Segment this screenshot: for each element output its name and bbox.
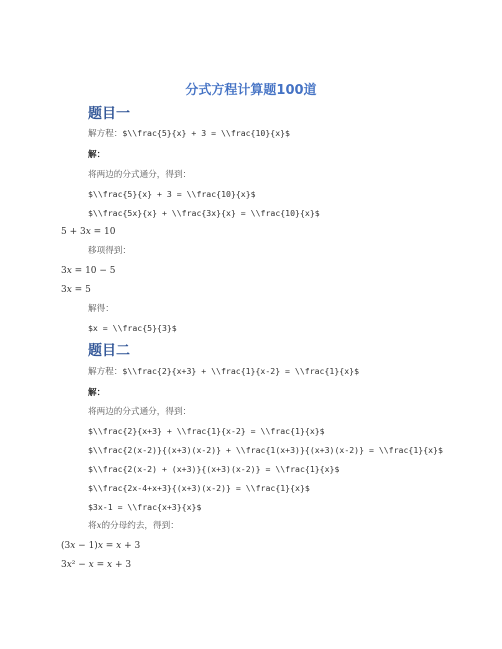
problem1-eq3: 5 + 3𝑥 = 10 [61,227,116,237]
problem2-step1: 将两边的分式通分，得到： [88,407,192,417]
problem1-eq5: 3𝑥 = 5 [61,285,91,295]
problem2-step2: 将𝑥的分母约去，得到： [88,521,179,531]
problem1-step3: 解得： [88,304,114,314]
problem1-heading: 题目一 [88,106,130,122]
problem1-eq1: $\\frac{5}{x} + 3 = \\frac{10}{x}$ [88,189,256,199]
problem2-eq6: (3𝑥 − 1)𝑥 = 𝑥 + 3 [61,541,141,551]
problem2-statement-prefix: 解方程： [88,367,123,377]
problem1-step2: 移项得到： [88,246,131,256]
problem1-statement [88,127,290,140]
problem1-eq6: $x = \\frac{5}{3}$ [88,323,177,333]
problem2-eq2: $\\frac{2(x-2)}{(x+3)(x-2)} + \\frac{1(x+3)}{(x+3)(x-2)} = \\frac{1}{x}$ [88,445,443,455]
problem2-statement [88,365,359,378]
problem1-solution-label: 解： [88,150,106,160]
problem1-eq2: $\\frac{5x}{x} + \\frac{3x}{x} = \\frac{10}{x}$ [88,208,320,218]
document-title: 分式方程计算题100道 [185,83,317,98]
problem2-heading: 题目二 [88,343,130,359]
problem2-eq3: $\\frac{2(x-2) + (x+3)}{(x+3)(x-2)} = \\frac{1}{x}$ [88,464,340,474]
problem2-eq7: 3𝑥² − 𝑥 = 𝑥 + 3 [61,560,132,570]
problem2-eq1: $\\frac{2}{x+3} + \\frac{1}{x-2} = \\frac{1}{x}$ [88,426,325,436]
problem1-statement-tex: $\\frac{5}{x} + 3 = \\frac{10}{x}$ [122,128,290,138]
problem2-eq4: $\\frac{2x-4+x+3}{(x+3)(x-2)} = \\frac{1}{x}$ [88,483,310,493]
problem2-statement-tex: $\\frac{2}{x+3} + \\frac{1}{x-2} = \\frac{1}{x}$ [122,366,359,376]
problem1-step1: 将两边的分式通分，得到： [88,170,192,180]
problem1-eq4: 3𝑥 = 10 − 5 [61,266,116,276]
problem2-eq5: $3x-1 = \\frac{x+3}{x}$ [88,502,202,512]
problem1-statement-prefix: 解方程： [88,129,123,139]
problem2-solution-label: 解： [88,388,106,398]
